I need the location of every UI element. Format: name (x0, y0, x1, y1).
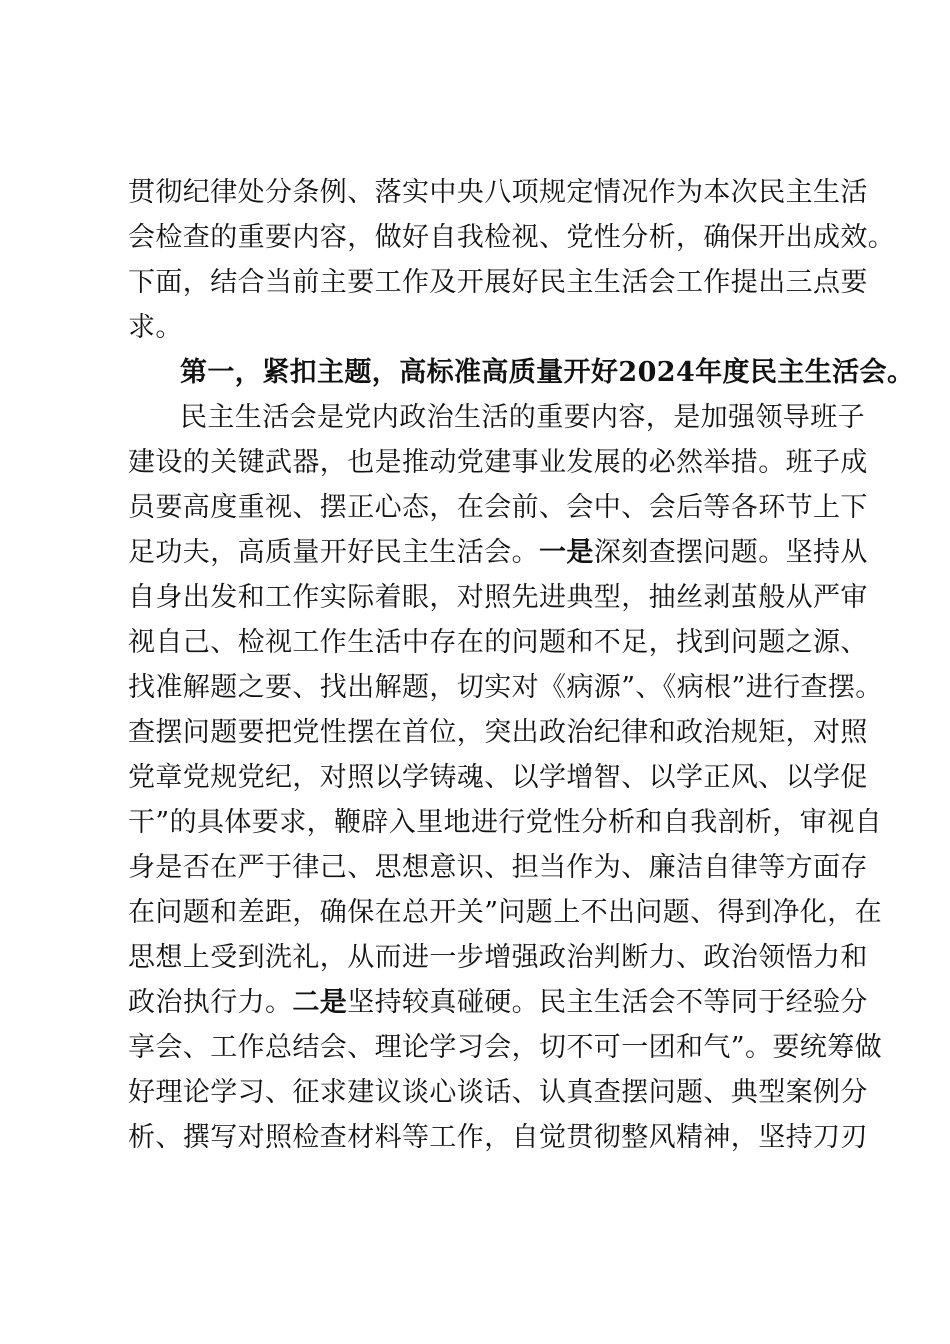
paragraph-line: 下面，结合当前主要工作及开展好民主生活会工作提出三点要 (128, 267, 868, 298)
paragraph-line: 视自己、检视工作生活中存在的问题和不足，找到问题之源、 (128, 627, 868, 658)
paragraph-line: 思想上受到洗礼，从而进一步增强政治判断力、政治领悟力和 (128, 942, 868, 973)
paragraph-line: 找准解题之要、找出解题，切实对《病源”、《病根”进行查摆。 (128, 672, 883, 703)
paragraph-line: 干”的具体要求，鞭辟入里地进行党性分析和自我剖析，审视自 (128, 807, 883, 838)
paragraph-line: 享会、工作总结会、理论学习会，切不可一团和气”。要统筹做 (128, 1032, 883, 1063)
paragraph-line: 建设的关键武器，也是推动党建事业发展的必然举措。班子成 (128, 447, 868, 478)
line-text: 深刻查摆问题。坚持从 (593, 537, 868, 568)
paragraph-line: 求。 (128, 312, 183, 343)
paragraph-line: 自身出发和工作实际着眼，对照先进典型，抽丝剥茧般从严审 (128, 582, 868, 613)
paragraph-line: 好理论学习、征求建议谈心谈话、认真查摆问题、典型案例分 (128, 1077, 868, 1108)
document-body (128, 170, 915, 1160)
paragraph-line: 民主生活会是党内政治生活的重要内容，是加强领导班子 (180, 402, 865, 433)
line-text: 政治执行力。 (128, 987, 293, 1018)
paragraph-line (128, 530, 868, 575)
paragraph-line: 身是否在严于律己、思想意识、担当作为、廉洁自律等方面存 (128, 852, 868, 883)
paragraph-line: 贯彻纪律处分条例、落实中央八项规定情况作为本次民主生活 (128, 177, 868, 208)
paragraph-line: 员要高度重视、摆正心态，在会前、会中、会后等各环节上下 (128, 492, 868, 523)
paragraph-line: 析、撰写对照检查材料等工作，自觉贯彻整风精神，坚持刀刃 (128, 1122, 868, 1153)
paragraph-line: 党章党规党纪，对照以学铸魂、以学增智、以学正风、以学促 (128, 762, 868, 793)
point-marker-one: 一是 (539, 537, 594, 568)
section-heading: 第一，紧扣主题，高标准高质量开好2024年度民主生活会。 (180, 357, 915, 388)
paragraph-line: 在问题和差距，确保在总开关”问题上不出问题、得到净化，在 (128, 897, 883, 928)
line-text: 坚持较真碰硬。民主生活会不等同于经验分 (347, 987, 868, 1018)
paragraph-line (128, 980, 868, 1025)
point-marker-two: 二是 (292, 987, 348, 1018)
paragraph-line: 查摆问题要把党性摆在首位，突出政治纪律和政治规矩，对照 (128, 717, 868, 748)
paragraph-line: 会检查的重要内容，做好自我检视、党性分析，确保开出成效。 (128, 222, 896, 253)
line-text: 足功夫，高质量开好民主生活会。 (128, 537, 539, 568)
